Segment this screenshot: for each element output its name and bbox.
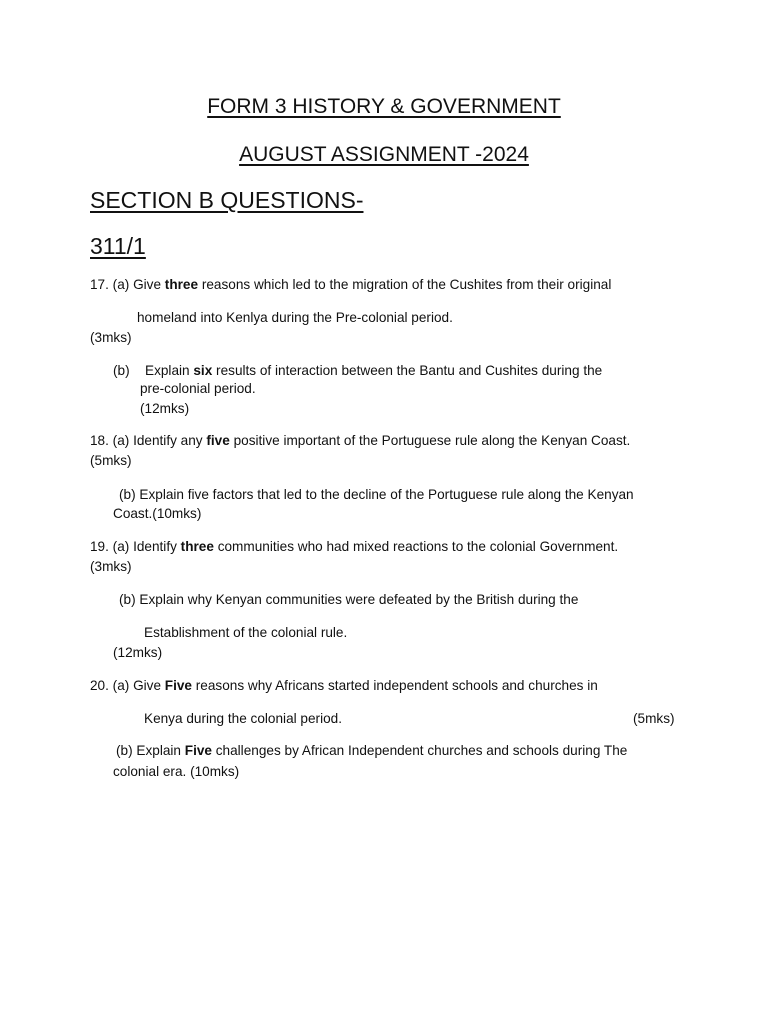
- question-19b: (b) Explain why Kenyan communities were defeated by the British during the: [119, 592, 579, 607]
- question-text: (b) Explain: [116, 743, 185, 758]
- keyword: three: [164, 277, 199, 292]
- question-17b-continuation: pre-colonial period.: [140, 381, 256, 396]
- section-heading: SECTION B QUESTIONS-: [90, 187, 364, 213]
- question-text: 19. (a) Identify: [90, 539, 181, 554]
- question-19a: [90, 538, 618, 556]
- question-19b-marks: (12mks): [113, 645, 163, 660]
- question-17b-label: (b): [113, 363, 130, 378]
- document-title: FORM 3 HISTORY & GOVERNMENT: [207, 95, 561, 118]
- keyword: five: [206, 433, 230, 448]
- keyword: three: [180, 539, 214, 554]
- question-20a: [90, 677, 598, 695]
- document-subtitle: AUGUST ASSIGNMENT -2024: [239, 143, 529, 166]
- keyword: Five: [184, 743, 212, 758]
- question-20a-continuation: Kenya during the colonial period.: [144, 711, 342, 726]
- question-18a: [90, 432, 630, 450]
- keyword: six: [193, 363, 213, 378]
- question-text: challenges by African Independent churches and schools during The: [211, 743, 628, 758]
- question-text: 17. (a) Give: [90, 277, 165, 292]
- question-text: 20. (a) Give: [90, 678, 165, 693]
- question-text: results of interaction between the Bantu and Cushites during the: [212, 363, 603, 378]
- question-19a-marks: (3mks): [90, 559, 132, 574]
- question-text: positive important of the Portuguese rule along the Kenyan Coast.: [229, 433, 631, 448]
- question-18a-marks: (5mks): [90, 453, 132, 468]
- question-text: reasons which led to the migration of the Cushites from their original: [198, 277, 612, 292]
- question-20a-marks: (5mks): [633, 711, 675, 726]
- question-17b: [145, 362, 602, 380]
- question-text: 18. (a) Identify any: [90, 433, 207, 448]
- question-17a: [90, 276, 611, 294]
- keyword: Five: [164, 678, 192, 693]
- paper-code: 311/1: [90, 233, 146, 259]
- question-18b: (b) Explain five factors that led to the decline of the Portuguese rule along the Kenyan: [119, 487, 634, 502]
- question-19b-continuation: Establishment of the colonial rule.: [144, 625, 348, 640]
- question-17a-marks: (3mks): [90, 330, 132, 345]
- question-20b-continuation: colonial era. (10mks): [113, 764, 240, 779]
- question-18b-continuation: Coast.(10mks): [113, 506, 202, 521]
- question-text: reasons why Africans started independent schools and churches in: [192, 678, 598, 693]
- question-20b: [116, 742, 627, 760]
- question-17b-marks: (12mks): [140, 401, 190, 416]
- question-17a-continuation: homeland into Kenlya during the Pre-colonial period.: [137, 310, 453, 325]
- question-text: communities who had mixed reactions to the colonial Government.: [213, 539, 619, 554]
- question-text: Explain: [145, 363, 194, 378]
